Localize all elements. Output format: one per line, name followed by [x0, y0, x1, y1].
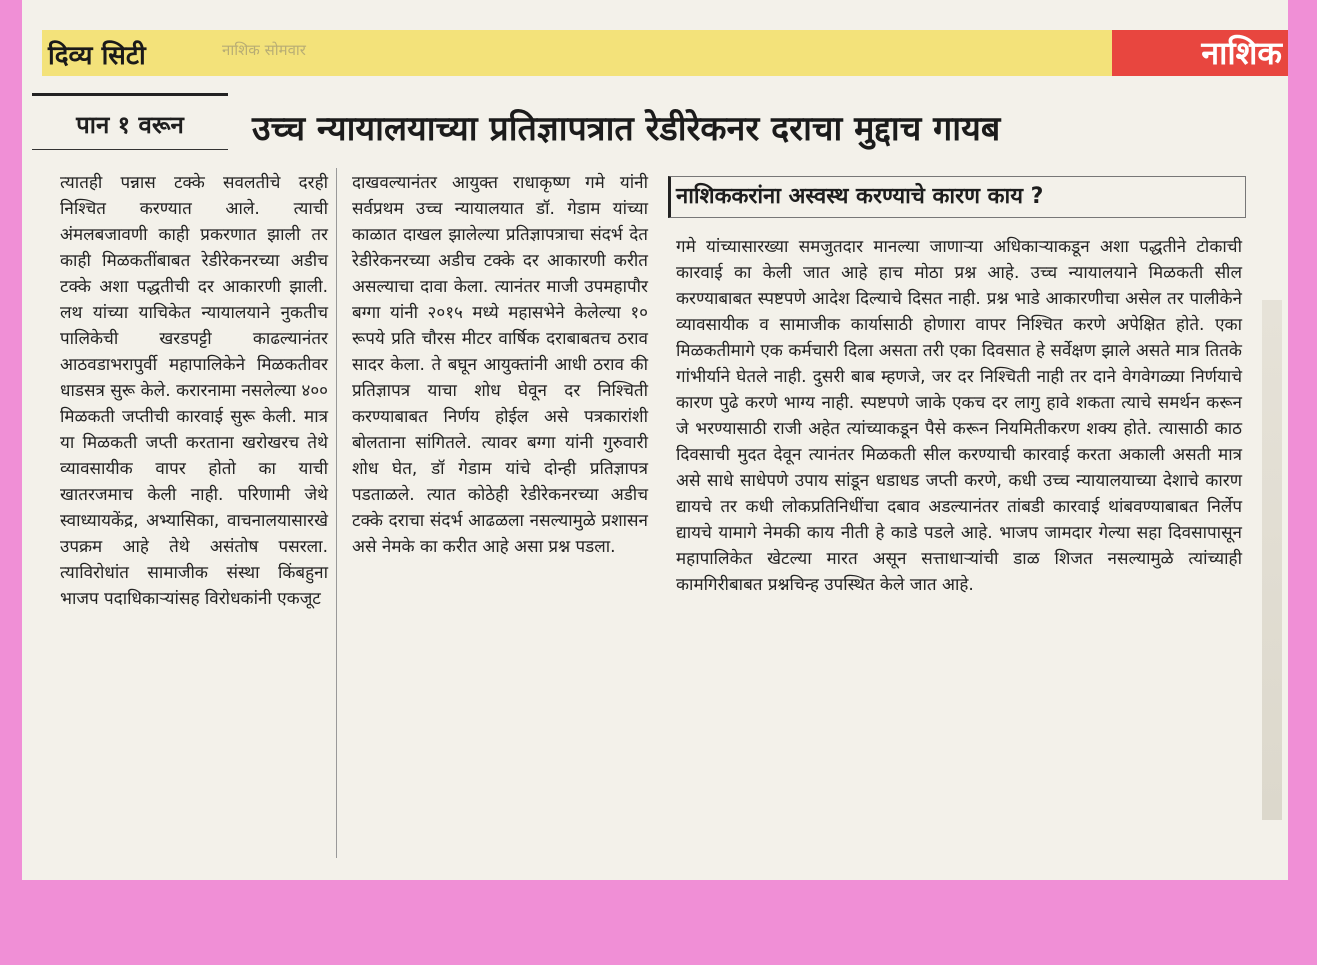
- adjacent-page-bleed: [1262, 300, 1282, 820]
- city-label: नाशिक: [1201, 34, 1282, 72]
- column-divider: [336, 168, 337, 858]
- article-column-2: दाखवल्यानंतर आयुक्त राधाकृष्ण गमे यांनी सर्वप्रथम उच्च न्यायालयात डॉ. गेडाम यांच्या काळात दाखल झालेल्या प्रतिज्ञापत्राचा संदर्भ देत रेडीरेकनरच्या अडीच टक्के दर आकारणी करीत असल्याचा दावा केला. त्यानंतर माजी उपमहापौर बग्गा यांनी २०१५ मध्ये महासभेने केलेल्या १० रूपये प्रति चौरस मीटर वार्षिक दराबाबतच ठराव सादर केला. ते बघून आयुक्तांनी आधी ठराव की प्रतिज्ञापत्र याचा शोध घेवून दर निश्चिती करण्याबाबत निर्णय होईल असे पत्रकारांशी बोलताना सांगितले. त्यावर बग्गा यांनी गुरुवारी शोध घेत, डॉ गेडाम यांचे दोन्ही प्रतिज्ञापत्र पडताळले. त्यात कोठेही रेडीरेकनरच्या अडीच टक्के दराचा संदर्भ आढळला नसल्यामुळे प्रशासन असे नेमके का करीत आहे असा प्रश्न पडला.: [352, 173, 648, 557]
- city-banner: [1112, 30, 1288, 76]
- article-column-3: गमे यांच्यासारख्या समजुतदार मानल्या जाणाऱ्या अधिकाऱ्याकडून अशा पद्धतीने टोकाची कारवाई का केली जात आहे हाच मोठा प्रश्न आहे. उच्च न्यायालयाने मिळकती सील करण्याबाबत स्पष्टपणे आदेश दिल्याचे दिसत नाही. प्रश्न भाडे आकारणीचा असेल तर पालीकेने व्यावसायीक व सामाजीक कार्यासाठी होणारा वापर निश्चित करणे अपेक्षित होते. एका मिळकतीमागे एक कर्मचारी दिला असता तरी एका दिवसात हे सर्वेक्षण झाले असते मात्र तितके गांभीर्याने घेतले नाही. दुसरी बाब म्हणजे, जर दर निश्चिती नाही तर दाने वेगवेगळ्या निर्णयाचे कारण पुढे करणे भाग्य नाही. स्पष्टपणे जाके एकच दर लागु हावे शकता त्याचे समर्थन करून जे भरण्यासाठी राजी अहेत त्यांच्याकडून पैसे करून नियमितीकरण शक्य होते. त्यासाठी काठ दिवसाची मुदत देवून त्यानंतर मिळकती सील करण्याची कारवाई करता अकाली असती मात्र असे साधे साधेपणे उपाय सांडून धडाधड जप्ती करणे, कधी उच्च न्यायालयाच्या देशाचे कारण द्यायचे तर कधी लोकप्रतिनिधींचा दबाव अडल्यानंतर तांबडी कारवाई थांबवण्याबाबत निर्लेप द्यायचे यामागे नेमकी काय नीती हे काडे पडले आहे. भाजप जामदार गेल्या सहा दिवसापासून महापालिकेत खेटल्या मारत असून सत्ताधाऱ्यांची डाळ शिजत नसल्यामुळे त्यांच्याही कामगिरीबाबत प्रश्नचिन्ह उपस्थित केले जात आहे.: [676, 237, 1242, 595]
- continued-rule-top: [32, 93, 228, 96]
- continued-label: पान १ वरून: [76, 111, 184, 139]
- subheadline: नाशिककरांना अस्वस्थ करण्याचे कारण काय ?: [676, 184, 1044, 209]
- faint-header-text: नाशिक सोमवार: [222, 41, 306, 59]
- article-column-1: त्यातही पन्नास टक्के सवलतीचे दरही निश्चित करण्यात आले. त्याची अंमलबजावणी काही प्रकरणात झाली तर काही मिळकतींबाबत रेडीरेकनरच्या अडीच टक्के अशा पद्धतीची दर आकारणी झाली. लथ यांच्या याचिकेत न्यायालयाने नुकतीच पालिकेची खरडपट्टी काढल्यानंतर आठवडाभरापुर्वी महापालिकेने मिळकतीवर धाडसत्र सुरू केले. करारनामा नसलेल्या ४०० मिळकती जप्तीची कारवाई सुरू केली. मात्र या मिळकती जप्ती करताना खरोखरच तेथे व्यावसायीक वापर होतो का याची खातरजमाच केली नाही. परिणामी जेथे स्वाध्यायकेंद्र, अभ्यासिका, वाचनालयासारखे उपक्रम आहे तेथे असंतोष पसरला. त्याविरोधांत सामाजीक संस्था किंबहुना भाजप पदाधिकाऱ्यांसह विरोधकांनी एकजूट: [60, 173, 328, 609]
- headline: उच्च न्यायालयाच्या प्रतिज्ञापत्रात रेडीरेकनर दराचा मुद्दाच गायब: [252, 109, 1001, 149]
- continued-rule-bottom: [32, 149, 228, 150]
- section-tag: दिव्य सिटी: [48, 41, 146, 71]
